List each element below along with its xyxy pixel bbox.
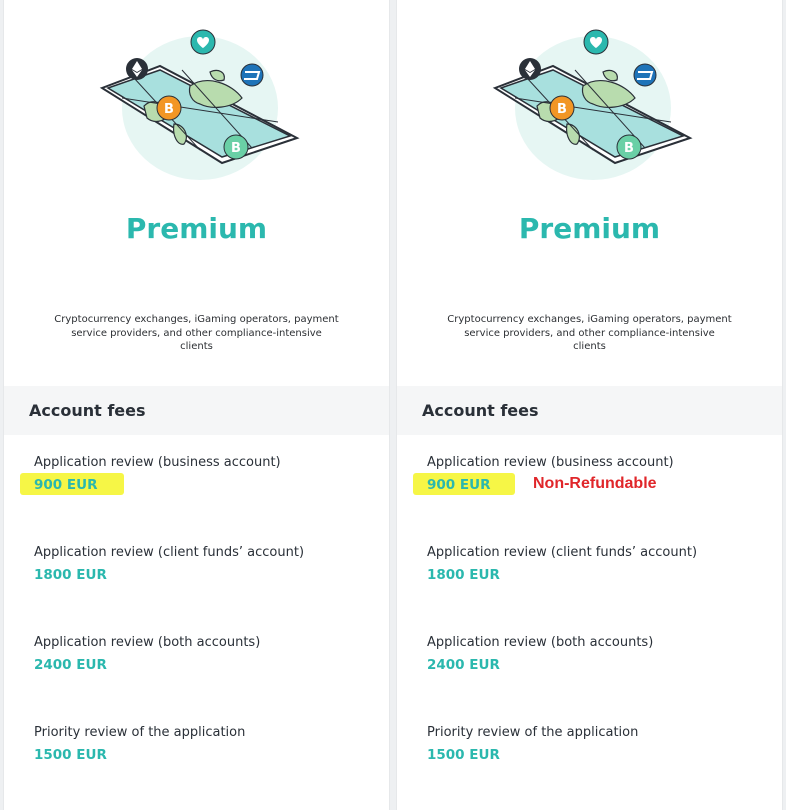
account-fees-heading: Account fees <box>397 386 782 435</box>
svg-text:B: B <box>164 102 174 117</box>
ethereum-coin-icon <box>126 58 148 80</box>
health-coin-icon <box>584 30 608 54</box>
crypto-world-map-icon <box>92 26 308 186</box>
account-fees-heading: Account fees <box>4 386 389 435</box>
pricing-card-right <box>396 0 783 810</box>
fee-item-business-account <box>427 455 674 493</box>
fee-label: Application review (both accounts) <box>427 635 654 650</box>
plan-description: Cryptocurrency exchanges, iGaming operators, payment service providers, and other compliance-intensive clients <box>447 314 732 352</box>
bitcoin-coin-icon <box>550 96 574 120</box>
fee-label: Priority review of the application <box>427 725 639 740</box>
fee-label: Application review (client funds’ account) <box>34 545 305 560</box>
fee-item-client-funds-account <box>427 545 697 583</box>
fee-item-both-accounts <box>427 635 653 673</box>
fee-label: Application review (both accounts) <box>34 635 261 650</box>
fee-price: 2400 EUR <box>34 657 107 673</box>
fee-label: Application review (client funds’ account) <box>427 545 698 560</box>
fee-price: 1500 EUR <box>427 747 500 763</box>
fee-item-both-accounts <box>34 635 260 673</box>
bitcoin-cash-coin-icon <box>617 135 641 159</box>
fee-price: 1500 EUR <box>34 747 107 763</box>
fee-label: Application review (business account) <box>427 455 674 470</box>
svg-text:B: B <box>624 141 634 156</box>
svg-text:B: B <box>557 102 567 117</box>
crypto-world-map-icon <box>485 26 701 186</box>
fee-price: 2400 EUR <box>427 657 500 673</box>
fee-item-priority-review <box>427 725 638 763</box>
plan-description: Cryptocurrency exchanges, iGaming operators, payment service providers, and other compliance-intensive clients <box>54 314 339 352</box>
fee-price: 1800 EUR <box>34 567 107 583</box>
fee-label: Application review (business account) <box>34 455 281 470</box>
plan-title: Premium <box>125 212 268 245</box>
fee-item-priority-review <box>34 725 245 763</box>
svg-text:B: B <box>231 141 241 156</box>
bitcoin-coin-icon <box>157 96 181 120</box>
fee-label: Priority review of the application <box>34 725 246 740</box>
health-coin-icon <box>191 30 215 54</box>
fee-item-client-funds-account <box>34 545 304 583</box>
dash-coin-icon <box>634 64 656 86</box>
bitcoin-cash-coin-icon <box>224 135 248 159</box>
fee-price: 1800 EUR <box>427 567 500 583</box>
pricing-card-left <box>3 0 390 810</box>
non-refundable-annotation: Non-Refundable <box>533 475 657 492</box>
dash-coin-icon <box>241 64 263 86</box>
fee-price: 900 EUR <box>34 477 97 493</box>
fee-price: 900 EUR Non-Refundable <box>427 477 490 493</box>
fee-item-business-account <box>34 455 281 493</box>
ethereum-coin-icon <box>519 58 541 80</box>
plan-title: Premium <box>518 212 661 245</box>
